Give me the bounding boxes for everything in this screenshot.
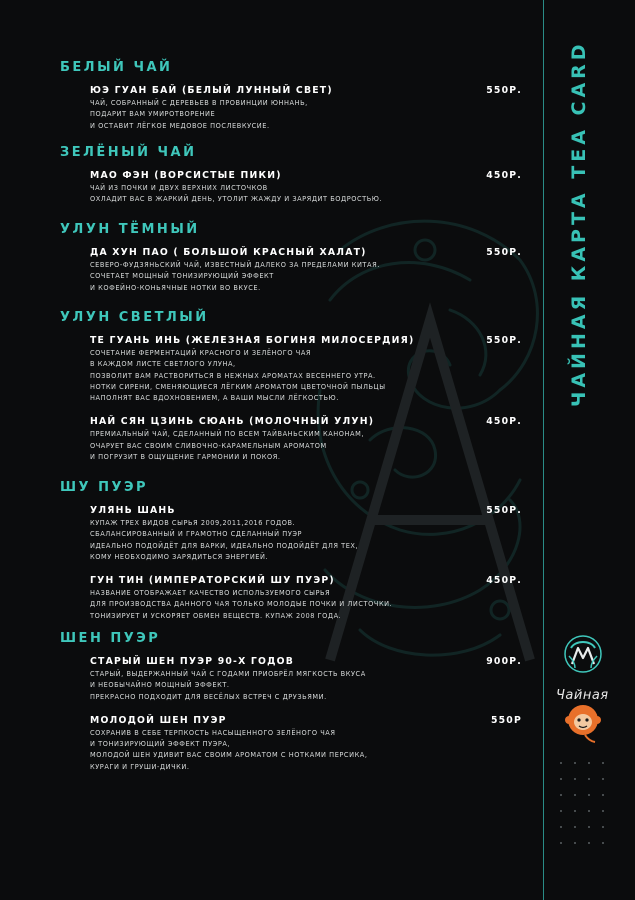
description-line: НАЗВАНИЕ ОТОБРАЖАЕТ КАЧЕСТВО ИСПОЛЬЗУЕМОГО СЫРЬЯ (90, 589, 331, 598)
description-line: ПРЕКРАСНО ПОДХОДИТ ДЛЯ ВЕСЁЛЫХ ВСТРЕЧ С ДРУЗЬЯМИ. (90, 692, 327, 701)
section-title: ШЕН ПУЭР (60, 631, 161, 646)
description-line: ПОЗВОЛИТ ВАМ РАСТВОРИТЬСЯ В НЕЖНЫХ АРОМАТАХ ВЕСЕННЕГО УТРА. (90, 371, 376, 380)
decorative-dot (574, 778, 576, 780)
item-name: СТАРЫЙ ШЕН ПУЭР 90-Х ГОДОВ (90, 656, 294, 667)
description-line: В КАЖДОМ ЛИСТЕ СВЕТЛОГО УЛУНА, (90, 360, 236, 369)
item-price: 550Р (490, 714, 522, 726)
decorative-dot (560, 778, 562, 780)
description-line: СЕВЕРО-ФУДЗЯНЬСКИЙ ЧАЙ, ИЗВЕСТНЫЙ ДАЛЕКО ЗА ПРЕДЕЛАМИ КИТАЯ. (90, 261, 380, 269)
menu-item (90, 656, 522, 703)
item-description (90, 518, 522, 563)
description-line: СТАРЫЙ, ВЫДЕРЖАННЫЙ ЧАЙ С ГОДАМИ ПРИОБРЁЛ МЯГКОСТЬ ВКУСА (90, 670, 366, 678)
decorative-dot (560, 810, 562, 812)
item-description (90, 260, 522, 294)
decorative-dot (560, 842, 562, 844)
decorative-dot (588, 810, 590, 812)
decorative-dot-grid (560, 762, 610, 852)
section-title: БЕЛЫЙ ЧАЙ (60, 60, 173, 75)
logo-wordmark: Чайная (556, 688, 609, 703)
item-price: 450Р. (486, 416, 522, 428)
description-line: ОХЛАДИТ ВАС В ЖАРКИЙ ДЕНЬ, УТОЛИТ ЖАЖДУ И ЗАРЯДИТ БОДРОСТЬЮ. (90, 195, 383, 204)
menu-item (90, 715, 522, 773)
decorative-dot (574, 762, 576, 764)
description-line: И НЕОБЫЧАЙНО МОЩНЫЙ ЭФФЕКТ. (90, 681, 230, 690)
tea-card-vertical-title: ЧАЙНАЯ КАРТА TEA CARD (568, 40, 590, 407)
item-description (90, 588, 522, 622)
item-name: МОЛОДОЙ ШЕН ПУЭР (90, 714, 227, 726)
description-line: И КОФЕЙНО-КОНЬЯЧНЫЕ НОТКИ ВО ВКУСЕ. (90, 283, 261, 292)
menu-item (90, 575, 522, 622)
menu-item (90, 85, 522, 132)
item-description (90, 669, 522, 703)
item-price: 550Р. (486, 335, 522, 346)
item-name: ЮЭ ГУАН БАЙ (БЕЛЫЙ ЛУННЫЙ СВЕТ) (90, 85, 333, 96)
description-line: ЧАЙ ИЗ ПОЧКИ И ДВУХ ВЕРХНИХ ЛИСТОЧКОВ (90, 184, 268, 192)
description-line: МОЛОДОЙ ШЕН УДИВИТ ВАС СВОИМ АРОМАТОМ С НОТКАМИ ПЕРСИКА, (90, 751, 368, 760)
decorative-dot (588, 762, 590, 764)
decorative-dot (602, 810, 604, 812)
item-price: 550Р. (486, 85, 522, 96)
description-line: ИДЕАЛЬНО ПОДОЙДЁТ ДЛЯ ВАРКИ, ИДЕАЛЬНО ПОДОЙДЁТ ДЛЯ ТЕХ, (90, 541, 359, 550)
decorative-dot (588, 794, 590, 796)
decorative-dot (574, 842, 576, 844)
item-description (90, 348, 522, 404)
decorative-dot (602, 794, 604, 796)
menu-section (60, 222, 522, 306)
item-price: 550Р. (486, 505, 522, 516)
menu-section (60, 480, 522, 634)
decorative-dot (588, 842, 590, 844)
item-price: 450Р. (486, 575, 522, 587)
description-line: КУРАГИ И ГРУШИ-ДИЧКИ. (90, 762, 190, 771)
item-name: ГУН ТИН (ИМПЕРАТОРСКИЙ ШУ ПУЭР) (90, 575, 335, 587)
menu-section (60, 145, 522, 218)
item-description (90, 429, 522, 463)
description-line: ПОДАРИТ ВАМ УМИРОТВОРЕНИЕ (90, 110, 216, 119)
description-line: НОТКИ СИРЕНИ, СМЕНЯЮЩИЕСЯ ЛЁГКИМ АРОМАТОМ ЦВЕТОЧНОЙ ПЫЛЬЦЫ (90, 382, 386, 391)
description-line: СОЧЕТАНИЕ ФЕРМЕНТАЦИЙ КРАСНОГО И ЗЕЛЁНОГО ЧАЯ (90, 349, 312, 357)
description-line: И ТОНИЗИРУЮЩИЙ ЭФФЕКТ ПУЭРА, (90, 740, 231, 749)
menu-item (90, 335, 522, 404)
decorative-dot (574, 810, 576, 812)
description-line: СБАЛАНСИРОВАННЫЙ И ГРАМОТНО СДЕЛАННЫЙ ПУЭР (90, 530, 303, 539)
teal-dragon-emblem-icon (563, 634, 603, 674)
orange-monkey-mascot-icon (565, 700, 601, 744)
description-line: СОХРАНИВ В СЕБЕ ТЕРПКОСТЬ НАСЫЩЕННОГО ЗЕЛЁНОГО ЧАЯ (90, 728, 336, 737)
menu-section (60, 310, 522, 475)
decorative-dot (602, 762, 604, 764)
description-line: И ОСТАВИТ ЛЁГКОЕ МЕДОВОЕ ПОСЛЕВКУСИЕ. (90, 121, 270, 130)
description-line: И ПОГРУЗИТ В ОЩУЩЕНИЕ ГАРМОНИИ И ПОКОЯ. (90, 453, 281, 462)
decorative-dot (602, 842, 604, 844)
decorative-dot (602, 778, 604, 780)
item-name: ДА ХУН ПАО ( БОЛЬШОЙ КРАСНЫЙ ХАЛАТ) (90, 247, 367, 258)
item-name: УЛЯНЬ ШАНЬ (90, 505, 176, 516)
menu-section (60, 631, 522, 785)
item-price: 450Р. (486, 170, 522, 181)
section-title: УЛУН СВЕТЛЫЙ (60, 310, 209, 325)
vertical-divider (543, 0, 544, 900)
item-description (90, 728, 522, 773)
section-title: ЗЕЛЁНЫЙ ЧАЙ (60, 145, 197, 160)
decorative-dot (574, 826, 576, 828)
description-line: НАПОЛНЯТ ВАС ВДОХНОВЕНИЕМ, А ВАШИ МЫСЛИ ЛЁГКОСТЬЮ. (90, 394, 339, 403)
menu-item (90, 247, 522, 294)
menu-item (90, 170, 522, 206)
item-description (90, 98, 522, 132)
description-line: ЧАЙ, СОБРАННЫЙ С ДЕРЕВЬЕВ В ПРОВИНЦИИ ЮННАНЬ, (90, 99, 308, 107)
decorative-dot (560, 794, 562, 796)
decorative-dot (588, 826, 590, 828)
decorative-dot (560, 826, 562, 828)
menu-item (90, 416, 522, 463)
decorative-dot (588, 778, 590, 780)
item-price: 900Р. (486, 656, 522, 667)
item-name: ТЕ ГУАНЬ ИНЬ (ЖЕЛЕЗНАЯ БОГИНЯ МИЛОСЕРДИЯ) (90, 335, 415, 346)
decorative-dot (560, 762, 562, 764)
item-name: МАО ФЭН (ВОРСИСТЫЕ ПИКИ) (90, 170, 282, 181)
description-line: ДЛЯ ПРОИЗВОДСТВА ДАННОГО ЧАЯ ТОЛЬКО МОЛОДЫЕ ПОЧКИ И ЛИСТОЧКИ. (90, 600, 393, 609)
item-description (90, 183, 522, 206)
decorative-dot (574, 794, 576, 796)
description-line: ОЧАРУЕТ ВАС СВОИМ СЛИВОЧНО-КАРАМЕЛЬНЫМ АРОМАТОМ (90, 441, 327, 450)
description-line: ТОНИЗИРУЕТ И УСКОРЯЕТ ОБМЕН ВЕЩЕСТВ. КУПАЖ 2008 ГОДА. (90, 611, 342, 620)
section-title: УЛУН ТЁМНЫЙ (60, 222, 200, 237)
section-title: ШУ ПУЭР (60, 480, 149, 495)
decorative-dot (602, 826, 604, 828)
description-line: ПРЕМИАЛЬНЫЙ ЧАЙ, СДЕЛАННЫЙ ПО ВСЕМ ТАЙВАНЬСКИМ КАНОНАМ, (90, 430, 364, 439)
description-line: СОЧЕТАЕТ МОЩНЫЙ ТОНИЗИРУЮЩИЙ ЭФФЕКТ (90, 272, 274, 281)
description-line: КОМУ НЕОБХОДИМО ЗАРЯДИТЬСЯ ЭНЕРГИЕЙ. (90, 552, 269, 561)
item-name: НАЙ СЯН ЦЗИНЬ СЮАНЬ (МОЛОЧНЫЙ УЛУН) (90, 416, 375, 428)
menu-item (90, 505, 522, 563)
item-price: 550Р. (486, 247, 522, 258)
menu-section (60, 60, 522, 144)
description-line: КУПАЖ ТРЕХ ВИДОВ СЫРЬЯ 2009,2011,2016 ГОДОВ. (90, 519, 296, 527)
